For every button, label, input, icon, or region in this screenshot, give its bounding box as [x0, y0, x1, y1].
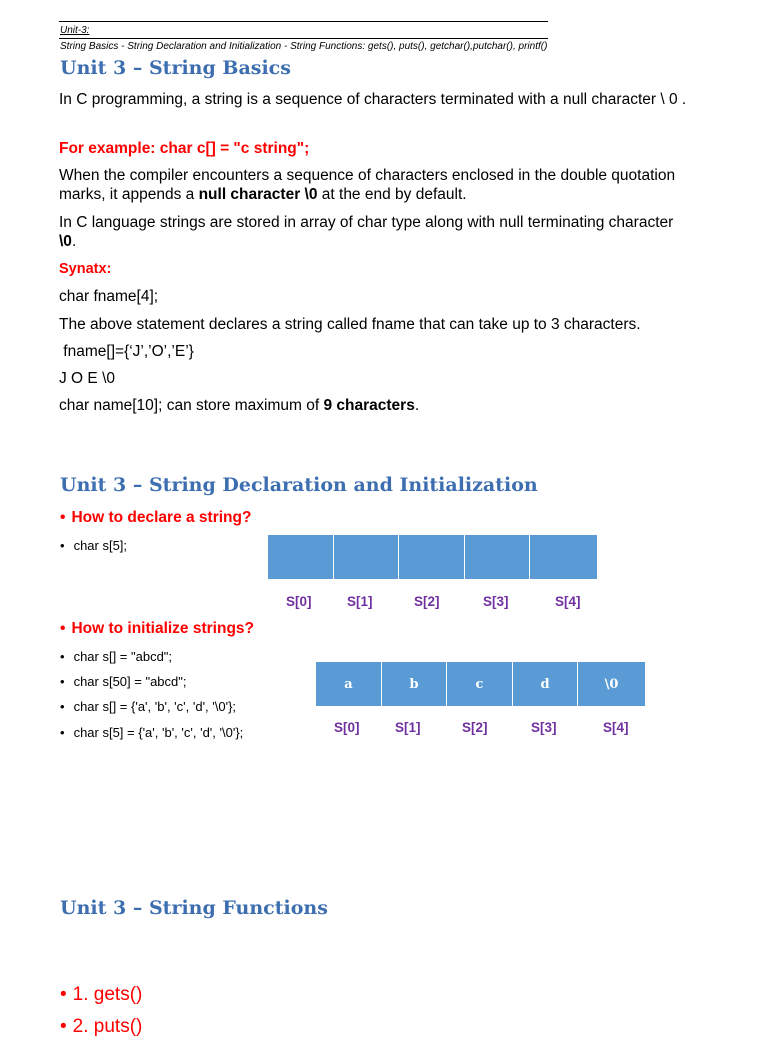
compiler-text-a: When the compiler encounters a sequence of characters enclosed in the double quotation marks, it appends a: [59, 167, 676, 203]
filled-index-label: S[2]: [462, 720, 488, 735]
function-list-item-text: 1. gets(): [72, 984, 143, 1005]
characters-line: J O E \0: [59, 370, 115, 387]
function-list-item: [60, 1016, 142, 1038]
stored-text-bold: \0: [59, 233, 72, 250]
compiler-text-b: at the end by default.: [317, 186, 467, 203]
header-topics: String Basics - String Declaration and Initialization - String Functions: gets(), puts(), getchar(),putchar(), printf(): [60, 41, 548, 52]
bullet-glyph: •: [60, 699, 65, 714]
empty-cell: [334, 535, 399, 579]
function-list-item-text: 2. puts(): [72, 1016, 143, 1037]
empty-array-diagram: [268, 535, 597, 579]
empty-cell: [399, 535, 465, 579]
stored-text-b: .: [71, 233, 77, 250]
empty-index-label: S[3]: [483, 594, 509, 609]
empty-index-label: S[2]: [414, 594, 440, 609]
syntax-label: Synatx:: [59, 261, 112, 277]
bullet-glyph: •: [60, 649, 65, 664]
bullet-glyph: •: [60, 674, 65, 689]
declare-example: [60, 538, 127, 553]
declaration-description: The above statement declares a string called fname that can take up to 3 characters.: [59, 316, 641, 333]
bullet-glyph: •: [60, 620, 66, 637]
init-example: [60, 649, 172, 664]
intro-paragraph: In C programming, a string is a sequence of characters terminated with a null character \ 0 .: [59, 91, 687, 108]
init-example: [60, 725, 243, 740]
filled-cell: b: [382, 662, 447, 706]
filled-cell: a: [316, 662, 382, 706]
filled-array-diagram: [316, 662, 645, 706]
stored-text-a: In C language strings are stored in array of char type along with null terminating character: [59, 214, 674, 231]
empty-index-label: S[0]: [286, 594, 312, 609]
empty-cell: [465, 535, 530, 579]
declaration-line: char fname[4];: [59, 288, 159, 305]
declare-heading: [60, 509, 251, 527]
bullet-glyph: •: [60, 509, 66, 526]
max-characters-line: [59, 396, 719, 415]
initializer-line: fname[]={‘J’,’O’,’E’}: [59, 343, 194, 360]
init-heading: [60, 620, 254, 638]
section-title-declaration-initialization: Unit 3 – String Declaration and Initialization: [60, 474, 538, 496]
stored-paragraph: [59, 213, 679, 251]
section-title-string-basics: Unit 3 – String Basics: [60, 57, 291, 79]
declare-heading-text: How to declare a string?: [71, 509, 252, 526]
function-list-item: [60, 984, 142, 1006]
empty-index-label: S[1]: [347, 594, 373, 609]
init-example: [60, 674, 187, 689]
filled-cell: \0: [578, 662, 645, 706]
bullet-glyph: •: [60, 1016, 67, 1037]
compiler-paragraph: [59, 166, 709, 204]
bullet-glyph: •: [60, 984, 67, 1005]
bullet-glyph: •: [60, 725, 65, 740]
init-example-text: char s[] = {'a', 'b', 'c', 'd', '\0'};: [73, 699, 237, 714]
filled-index-label: S[4]: [603, 720, 629, 735]
init-heading-text: How to initialize strings?: [71, 620, 255, 637]
section-title-string-functions: Unit 3 – String Functions: [60, 897, 328, 919]
max-text-a: char name[10]; can store maximum of: [59, 397, 324, 414]
filled-index-label: S[3]: [531, 720, 557, 735]
init-example-text: char s[] = "abcd";: [73, 649, 173, 664]
init-example: [60, 699, 236, 714]
max-text-bold: 9 characters: [323, 397, 415, 414]
compiler-text-bold: null character \0: [198, 186, 318, 203]
max-text-b: .: [414, 397, 420, 414]
empty-cell: [530, 535, 597, 579]
declare-example-text: char s[5];: [73, 538, 128, 553]
filled-cell: c: [447, 662, 513, 706]
filled-cell: d: [513, 662, 578, 706]
header-unit: Unit-3:: [60, 25, 90, 36]
init-example-text: char s[5] = {'a', 'b', 'c', 'd', '\0'};: [73, 725, 244, 740]
header-mid-rule: [59, 38, 548, 39]
filled-index-label: S[0]: [334, 720, 360, 735]
empty-index-label: S[4]: [555, 594, 581, 609]
header-top-rule: [59, 21, 548, 22]
empty-cell: [268, 535, 334, 579]
example-line: For example: char c[] = "c string";: [59, 140, 310, 157]
filled-index-label: S[1]: [395, 720, 421, 735]
init-example-text: char s[50] = "abcd";: [73, 674, 187, 689]
bullet-glyph: •: [60, 538, 65, 553]
